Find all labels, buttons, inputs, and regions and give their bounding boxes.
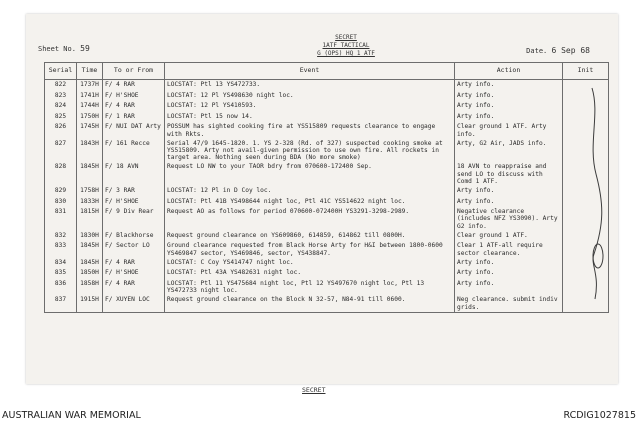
column-header-event: Event xyxy=(165,63,455,80)
to-from-cell: F/ Blackhorse xyxy=(103,231,165,242)
event-cell: Ground clearance requested from Black Horse Arty for H&I between 1800-0600 YS469847 sector, YS469846, sector, YS438847. xyxy=(165,241,455,257)
to-from-cell: F/ 3 RAR xyxy=(103,186,165,197)
time-cell: 1830H xyxy=(77,231,103,242)
table-row xyxy=(45,295,609,312)
column-header-to-from: To or From xyxy=(103,63,165,80)
event-cell: LOCSTAT: C Coy YS414747 night loc. xyxy=(165,258,455,269)
archive-reference: RCDIG1027815 xyxy=(563,410,636,421)
event-cell: Request LO NW to your TAOR bdry from 070600-172400 Sep. xyxy=(165,162,455,186)
sheet-date-value: 6 Sep 68 xyxy=(551,46,590,55)
time-cell: 1845H xyxy=(77,241,103,257)
table-row xyxy=(45,241,609,257)
table-row xyxy=(45,139,609,163)
serial-cell: 836 xyxy=(45,279,77,295)
sheet-number-label: Sheet No. xyxy=(38,45,76,53)
event-cell: LOCSTAT: 12 Pl in D Coy loc. xyxy=(165,186,455,197)
classification-line: 1ATF TACTICAL xyxy=(322,42,370,49)
serial-cell: 837 xyxy=(45,295,77,312)
log-sheet xyxy=(26,14,618,394)
table-row xyxy=(45,112,609,123)
serial-cell: 828 xyxy=(45,162,77,186)
event-cell: POSSUM has sighted cooking fire at YS515809 requests clearance to engage with Rkts. xyxy=(165,122,455,138)
serial-cell: 826 xyxy=(45,122,77,138)
time-cell: 1850H xyxy=(77,268,103,279)
time-cell: 1915H xyxy=(77,295,103,312)
initials-scribble xyxy=(586,84,608,314)
archive-credit: AUSTRALIAN WAR MEMORIAL xyxy=(2,410,141,421)
action-cell: Arty info. xyxy=(455,279,563,295)
time-cell: 1815H xyxy=(77,207,103,231)
to-from-cell: F/ H'SHOE xyxy=(103,91,165,102)
event-cell: LOCSTAT: Ptl 43A YS482631 night loc. xyxy=(165,268,455,279)
action-cell: 18 AVN to reappraise and send LO to discuss with Comd 1 ATF. xyxy=(455,162,563,186)
to-from-cell: F/ H'SHOE xyxy=(103,197,165,208)
column-header-init: Init xyxy=(563,63,609,80)
to-from-cell: F/ 4 RAR xyxy=(103,279,165,295)
action-cell: Clear 1 ATF-all require sector clearance. xyxy=(455,241,563,257)
table-row xyxy=(45,122,609,138)
time-cell: 1845H xyxy=(77,162,103,186)
to-from-cell: F/ 4 RAR xyxy=(103,80,165,91)
footer-classification: SECRET xyxy=(302,386,326,394)
table-row xyxy=(45,80,609,91)
serial-cell: 824 xyxy=(45,101,77,112)
serial-cell: 833 xyxy=(45,241,77,257)
event-cell: Request ground clearance on YS609860, 614859, 614862 till 0800H. xyxy=(165,231,455,242)
event-cell: LOCSTAT: Ptl 41B YS498644 night loc, Ptl 41C YS514622 night loc. xyxy=(165,197,455,208)
table-header-row xyxy=(45,63,609,80)
table-row xyxy=(45,279,609,295)
classification-line: G (OPS) HQ 1 ATF xyxy=(317,50,375,57)
event-cell: Request AO as follows for period 070600-072400H YS3291-3298-2989. xyxy=(165,207,455,231)
serial-cell: 823 xyxy=(45,91,77,102)
to-from-cell: F/ 4 RAR xyxy=(103,258,165,269)
serial-cell: 831 xyxy=(45,207,77,231)
to-from-cell: F/ 18 AVN xyxy=(103,162,165,186)
action-cell: Neg clearance. submit indiv grids. xyxy=(455,295,563,312)
time-cell: 1750H xyxy=(77,112,103,123)
action-cell: Arty info. xyxy=(455,258,563,269)
to-from-cell: F/ Sector LO xyxy=(103,241,165,257)
action-cell: Arty info. xyxy=(455,91,563,102)
time-cell: 1858H xyxy=(77,279,103,295)
to-from-cell: F/ 1 RAR xyxy=(103,112,165,123)
serial-cell: 835 xyxy=(45,268,77,279)
table-row xyxy=(45,186,609,197)
table-row xyxy=(45,101,609,112)
time-cell: 1758H xyxy=(77,186,103,197)
action-cell: Arty, G2 Air, JADS info. xyxy=(455,139,563,163)
table-row xyxy=(45,162,609,186)
to-from-cell: F/ 4 RAR xyxy=(103,101,165,112)
serial-cell: 829 xyxy=(45,186,77,197)
action-cell: Clear ground 1 ATF. xyxy=(455,231,563,242)
table-row xyxy=(45,207,609,231)
serial-cell: 832 xyxy=(45,231,77,242)
time-cell: 1737H xyxy=(77,80,103,91)
to-from-cell: F/ 161 Recce xyxy=(103,139,165,163)
event-log-table xyxy=(44,62,609,313)
time-cell: 1745H xyxy=(77,122,103,138)
action-cell: Arty info. xyxy=(455,268,563,279)
action-cell: Arty info. xyxy=(455,197,563,208)
serial-cell: 827 xyxy=(45,139,77,163)
to-from-cell: F/ NUI DAT Arty xyxy=(103,122,165,138)
sheet-number xyxy=(38,44,90,53)
time-cell: 1744H xyxy=(77,101,103,112)
event-cell: LOCSTAT: Ptl 11 YS475684 night loc, Ptl 12 YS497670 night loc, Ptl 13 YS472733 night loc. xyxy=(165,279,455,295)
event-cell: Serial 47/9 1645-1820. 1. YS 2-328 (Rd. of 327) suspected cooking smoke at YS515809. Arty not avail-given permission to use own fire. All rockets in target area. Nothing seen during BDA (No more smoke) xyxy=(165,139,455,163)
to-from-cell: F/ XUYEN LOC xyxy=(103,295,165,312)
event-cell: Request ground clearance on the Block N 32-57, N84-91 till 0600. xyxy=(165,295,455,312)
classification-stamp xyxy=(296,34,396,58)
action-cell: Arty info. xyxy=(455,112,563,123)
time-cell: 1741H xyxy=(77,91,103,102)
table-body xyxy=(45,80,609,313)
table-row xyxy=(45,197,609,208)
action-cell: Arty info. xyxy=(455,101,563,112)
column-header-time: Time xyxy=(77,63,103,80)
sheet-number-value: 59 xyxy=(80,44,90,53)
event-cell: LOCSTAT: 12 Pl YS498630 night loc. xyxy=(165,91,455,102)
to-from-cell: F/ 9 Div Rear xyxy=(103,207,165,231)
table-row xyxy=(45,258,609,269)
column-header-serial: Serial xyxy=(45,63,77,80)
serial-cell: 830 xyxy=(45,197,77,208)
table-row xyxy=(45,91,609,102)
event-cell: LOCSTAT: 12 Pl YS410593. xyxy=(165,101,455,112)
event-cell: LOCSTAT: Ptl 13 YS472733. xyxy=(165,80,455,91)
serial-cell: 834 xyxy=(45,258,77,269)
table-row xyxy=(45,231,609,242)
sheet-date xyxy=(526,46,590,55)
serial-cell: 822 xyxy=(45,80,77,91)
event-cell: LOCSTAT: Ptl 15 now 14. xyxy=(165,112,455,123)
time-cell: 1845H xyxy=(77,258,103,269)
to-from-cell: F/ H'SHOE xyxy=(103,268,165,279)
table-row xyxy=(45,268,609,279)
time-cell: 1833H xyxy=(77,197,103,208)
action-cell: Clear ground 1 ATF. Arty info. xyxy=(455,122,563,138)
serial-cell: 825 xyxy=(45,112,77,123)
sheet-date-label: Date. xyxy=(526,47,548,55)
time-cell: 1843H xyxy=(77,139,103,163)
classification-line: SECRET xyxy=(335,34,357,41)
action-cell: Negative clearance (includes NFZ YS3090). Arty G2 info. xyxy=(455,207,563,231)
action-cell: Arty info. xyxy=(455,80,563,91)
column-header-action: Action xyxy=(455,63,563,80)
action-cell: Arty info. xyxy=(455,186,563,197)
